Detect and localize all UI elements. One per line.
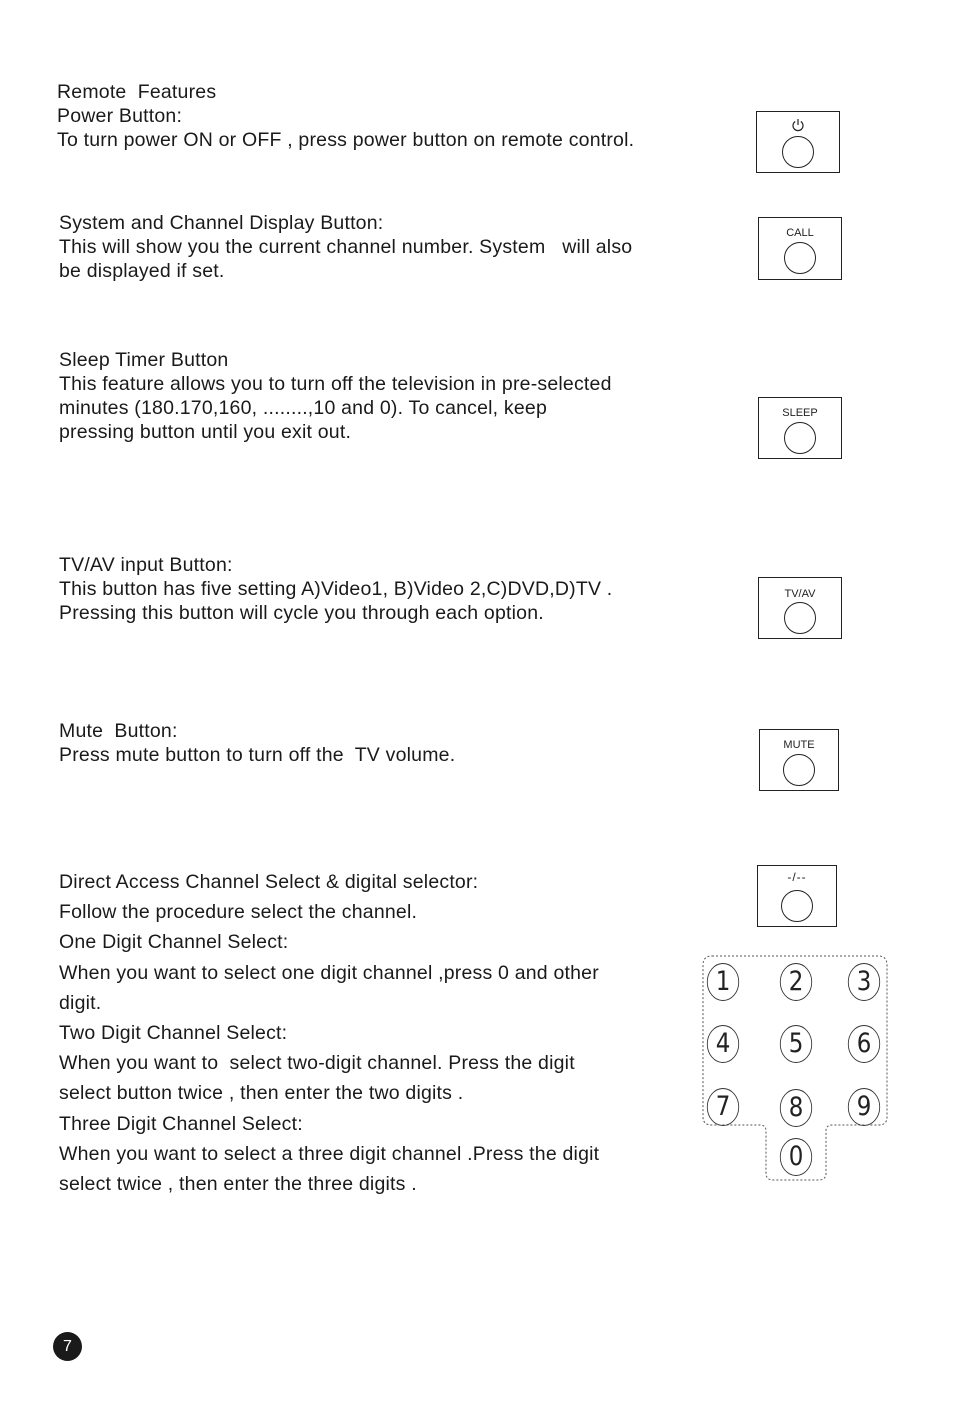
power-desc-line: To turn power ON or OFF , press power button on remote control. [57, 129, 635, 151]
tvav-section [59, 553, 612, 625]
sleep-button-label: SLEEP [782, 407, 818, 419]
power-icon [791, 118, 805, 132]
mute-button-circle [783, 754, 815, 786]
key-2[interactable]: 2 [780, 963, 812, 1001]
key-8[interactable]: 8 [780, 1089, 812, 1127]
tvav-button-label: TV/AV [784, 588, 816, 600]
call-desc-line: be displayed if set. [59, 260, 225, 282]
direct-title: Direct Access Channel Select & digital selector: [59, 871, 479, 893]
sleep-desc-line: pressing button until you exit out. [59, 421, 352, 443]
page-heading: Remote Features [57, 81, 217, 103]
tvav-button-circle [784, 602, 816, 634]
call-title: System and Channel Display Button: [59, 212, 384, 234]
key-3[interactable]: 3 [848, 963, 880, 1001]
direct-access-section [59, 867, 599, 1199]
sleep-button[interactable] [758, 397, 842, 459]
direct-desc-line: When you want to select two-digit channel. Press the digit [59, 1052, 575, 1075]
call-button[interactable] [758, 217, 842, 280]
tvav-title: TV/AV input Button: [59, 554, 233, 576]
sleep-title: Sleep Timer Button [59, 349, 229, 371]
direct-subtitle: Three Digit Channel Select: [59, 1112, 303, 1135]
numeric-keypad [702, 955, 888, 1181]
mute-title: Mute Button: [59, 720, 178, 742]
mute-section [59, 719, 455, 767]
sleep-section [59, 348, 612, 444]
direct-desc-line: When you want to select one digit channel ,press 0 and other [59, 961, 599, 984]
mute-desc-line: Press mute button to turn off the TV volume. [59, 744, 456, 766]
tvav-desc-line: Pressing this button will cycle you through each option. [59, 602, 544, 624]
direct-desc-line: select button twice , then enter the two digits . [59, 1082, 464, 1105]
power-button-circle [782, 136, 814, 168]
key-9[interactable]: 9 [848, 1088, 880, 1126]
call-button-circle [784, 242, 816, 274]
direct-desc-line: digit. [59, 991, 102, 1014]
direct-desc-line: select twice , then enter the three digits . [59, 1173, 417, 1196]
power-button[interactable] [756, 111, 840, 173]
sleep-desc-line: This feature allows you to turn off the television in pre-selected [59, 373, 612, 395]
direct-desc-line: When you want to select a three digit channel .Press the digit [59, 1142, 600, 1165]
sleep-desc-line: minutes (180.170,160, ........,10 and 0). To cancel, keep [59, 397, 548, 419]
tvav-desc-line: This button has five setting A)Video1, B)Video 2,C)DVD,D)TV . [59, 578, 613, 600]
mute-button-label: MUTE [783, 739, 815, 751]
direct-subtitle: Two Digit Channel Select: [59, 1022, 288, 1045]
call-section [59, 211, 632, 283]
digit-select-button-circle [781, 890, 813, 922]
digit-select-button[interactable] [757, 865, 837, 927]
key-0[interactable]: 0 [780, 1138, 812, 1176]
mute-button[interactable] [759, 729, 839, 791]
key-6[interactable]: 6 [848, 1025, 880, 1063]
power-title: Power Button: [57, 105, 183, 127]
sleep-button-circle [784, 422, 816, 454]
digit-select-button-label: -/-- [787, 870, 807, 884]
key-1[interactable]: 1 [707, 963, 739, 1001]
key-5[interactable]: 5 [780, 1025, 812, 1063]
key-7[interactable]: 7 [707, 1088, 739, 1126]
direct-desc-line: Follow the procedure select the channel. [59, 901, 418, 924]
call-desc-line: This will show you the current channel number. System will also [59, 236, 633, 258]
call-button-label: CALL [786, 227, 814, 239]
page-number: 7 [53, 1332, 82, 1361]
tvav-button[interactable] [758, 577, 842, 639]
direct-subtitle: One Digit Channel Select: [59, 931, 289, 954]
power-section [57, 80, 634, 152]
key-4[interactable]: 4 [707, 1025, 739, 1063]
